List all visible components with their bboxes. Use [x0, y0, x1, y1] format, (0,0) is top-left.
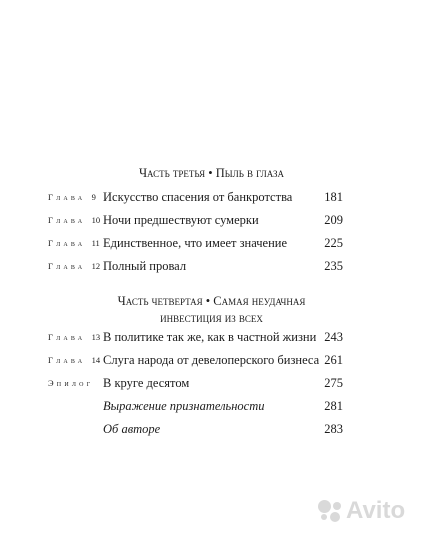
chapter-label: Глава 14	[48, 355, 101, 365]
acknowledgements-title: Выражение признательности	[103, 399, 265, 413]
chapter-title: Полный провал	[103, 259, 187, 273]
page-number: 181	[324, 190, 343, 204]
chapter-title: В политике так же, как в частной жизни	[103, 330, 317, 344]
toc-entry[interactable]	[0, 352, 423, 368]
chapter-title: Искусство спасения от банкротства	[103, 190, 293, 204]
toc-entry[interactable]	[0, 258, 423, 274]
watermark-text: Avito	[346, 497, 406, 524]
page-number: 281	[324, 399, 343, 413]
part-title-line: Часть четвертая • Самая неудачная	[117, 294, 306, 308]
chapter-label: Глава 10	[48, 215, 101, 225]
page-number: 261	[324, 353, 343, 367]
epilogue-label: Эпилог	[48, 378, 94, 388]
page-number: 225	[324, 236, 343, 250]
avito-watermark	[318, 497, 405, 525]
chapter-title: Слуга народа от девелоперского бизнеса	[103, 353, 320, 367]
chapter-title: Единственное, что имеет значение	[103, 236, 288, 250]
toc-entry[interactable]	[0, 235, 423, 251]
toc-entry[interactable]	[0, 189, 423, 205]
part-title-text: Часть третья • Пыль в глаза	[138, 166, 285, 180]
toc-entry[interactable]	[0, 398, 423, 414]
page-number: 275	[324, 376, 343, 390]
toc-entry[interactable]	[0, 375, 423, 391]
part-title	[0, 293, 423, 327]
chapter-label: Глава 9	[48, 192, 96, 202]
page-number: 209	[324, 213, 343, 227]
chapter-label: Глава 11	[48, 238, 100, 248]
page-number: 243	[324, 330, 343, 344]
toc-entry[interactable]	[0, 421, 423, 437]
toc-entry[interactable]	[0, 329, 423, 345]
chapter-label: Глава 12	[48, 261, 101, 271]
about-author-title: Об авторе	[103, 422, 161, 436]
toc-entry[interactable]	[0, 212, 423, 228]
chapter-label: Глава 13	[48, 332, 101, 342]
part-title-line: инвестиция из всех	[160, 311, 263, 325]
chapter-title: Ночи предшествуют сумерки	[103, 213, 259, 227]
chapter-title: В круге десятом	[103, 376, 190, 390]
page-number: 283	[324, 422, 343, 436]
avito-dots-icon	[318, 500, 344, 520]
part-title	[0, 165, 423, 182]
page-number: 235	[324, 259, 343, 273]
